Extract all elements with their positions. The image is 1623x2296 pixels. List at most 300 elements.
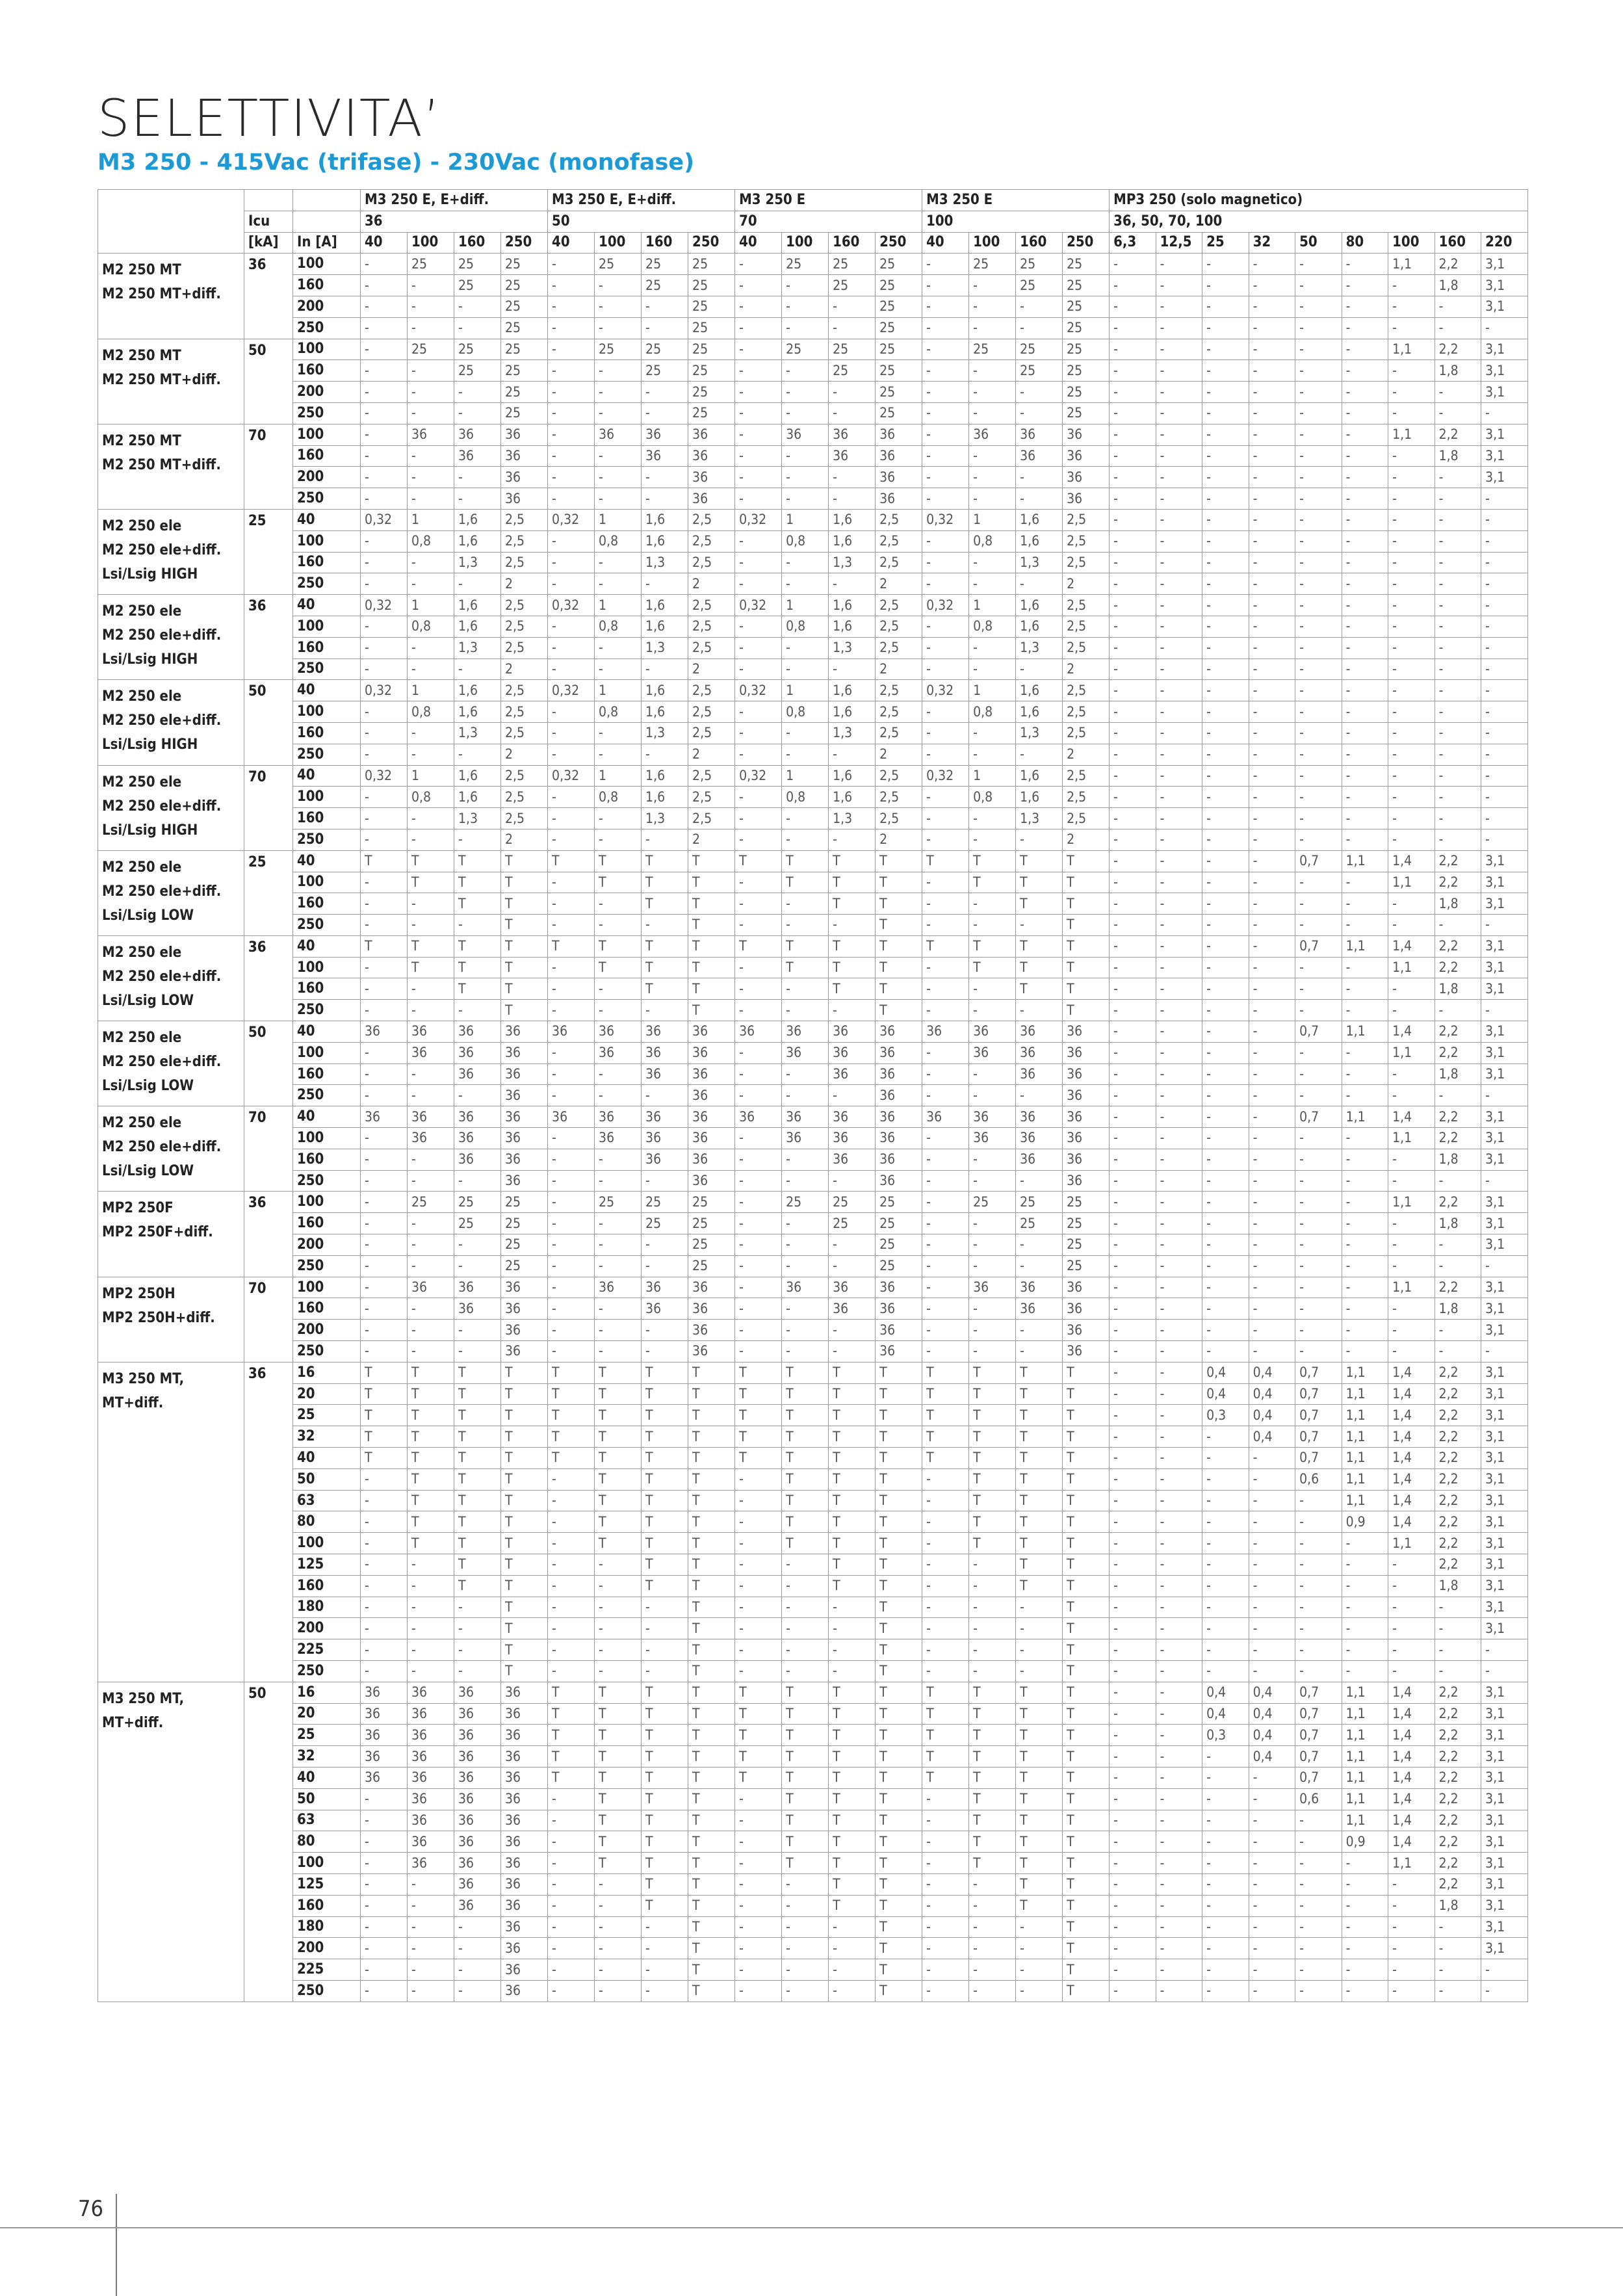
selectivity-value: 1,8 (1435, 1213, 1481, 1234)
selectivity-value: 36 (642, 1106, 688, 1128)
selectivity-value: 2,5 (876, 616, 922, 637)
breaker-name-line: M3 250 MT, MT+diff. (102, 1690, 185, 1731)
selectivity-value: - (1388, 1575, 1435, 1597)
selectivity-value: 25 (688, 254, 735, 275)
selectivity-value: - (829, 402, 876, 424)
selectivity-value: 36 (688, 1341, 735, 1363)
selectivity-value: - (642, 1234, 688, 1256)
selectivity-value: 36 (688, 1149, 735, 1170)
selectivity-value: - (1110, 1788, 1156, 1810)
table-row (98, 254, 1528, 275)
selectivity-value: T (501, 850, 548, 872)
selectivity-value: - (548, 1873, 595, 1895)
selectivity-value: 36 (501, 1277, 548, 1298)
selectivity-value: - (642, 1597, 688, 1618)
selectivity-value: 2,5 (501, 787, 548, 808)
selectivity-value: 1,8 (1435, 445, 1481, 467)
selectivity-value: T (688, 1554, 735, 1576)
selectivity-value: 1,1 (1388, 1277, 1435, 1298)
selectivity-value: - (1295, 616, 1342, 637)
selectivity-value: - (1156, 1788, 1202, 1810)
selectivity-value: 1,8 (1435, 275, 1481, 296)
selectivity-value: T (829, 1788, 876, 1810)
in-rating: 25 (293, 1725, 361, 1746)
selectivity-value: T (408, 1405, 454, 1426)
selectivity-value: - (1342, 680, 1388, 701)
selectivity-value: 36 (501, 1853, 548, 1874)
selectivity-value: 0,7 (1295, 1682, 1342, 1703)
selectivity-value: 0,7 (1295, 850, 1342, 872)
selectivity-value: 0,32 (548, 595, 595, 616)
selectivity-value: - (1202, 1810, 1249, 1831)
selectivity-value: - (922, 829, 969, 850)
selectivity-value: - (735, 488, 782, 510)
selectivity-value: 0,8 (408, 530, 454, 552)
selectivity-value: - (1156, 1000, 1202, 1021)
selectivity-value: - (1249, 935, 1295, 957)
selectivity-value: - (548, 701, 595, 723)
table-row (98, 1383, 1528, 1405)
selectivity-value: T (969, 1810, 1016, 1831)
selectivity-value: T (454, 1533, 501, 1554)
selectivity-value: - (1156, 1170, 1202, 1192)
selectivity-value: 3,1 (1481, 1405, 1528, 1426)
selectivity-value: T (876, 1938, 922, 1959)
selectivity-value: T (735, 850, 782, 872)
selectivity-value: - (1156, 1725, 1202, 1746)
selectivity-value: - (1249, 1639, 1295, 1661)
selectivity-value: - (1342, 317, 1388, 339)
selectivity-value: 1,6 (829, 680, 876, 701)
selectivity-value: 2,2 (1435, 339, 1481, 360)
selectivity-value: T (501, 1511, 548, 1533)
selectivity-value: - (454, 1959, 501, 1981)
selectivity-value: T (1016, 1575, 1063, 1597)
breaker-name-line: M2 250 ele (102, 1115, 182, 1132)
selectivity-value: - (408, 552, 454, 573)
selectivity-value: - (454, 1234, 501, 1256)
selectivity-value: T (454, 1383, 501, 1405)
in-rating: 160 (293, 445, 361, 467)
selectivity-value: 36 (782, 1128, 829, 1149)
selectivity-value: - (1481, 616, 1528, 637)
selectivity-value: - (642, 573, 688, 595)
selectivity-value: - (595, 1170, 642, 1192)
selectivity-value: T (969, 1468, 1016, 1490)
selectivity-value: - (922, 1639, 969, 1661)
selectivity-value: T (642, 1703, 688, 1725)
selectivity-value: - (454, 1085, 501, 1106)
selectivity-value: - (1481, 1660, 1528, 1682)
selectivity-value: - (1295, 530, 1342, 552)
selectivity-value: 36 (1016, 1021, 1063, 1043)
selectivity-value: 0,32 (548, 765, 595, 787)
selectivity-value: - (735, 1853, 782, 1874)
selectivity-value: - (1249, 915, 1295, 936)
table-row (98, 1234, 1528, 1256)
selectivity-value: 25 (876, 296, 922, 317)
selectivity-value: - (735, 1639, 782, 1661)
selectivity-value: - (1388, 1873, 1435, 1895)
table-row (98, 1575, 1528, 1597)
selectivity-value: - (1202, 1511, 1249, 1533)
selectivity-value: - (361, 1192, 408, 1213)
selectivity-value: - (1481, 1085, 1528, 1106)
breaker-name (98, 1021, 244, 1106)
selectivity-value: T (595, 1362, 642, 1383)
selectivity-value: - (922, 1959, 969, 1981)
selectivity-value: T (1016, 935, 1063, 957)
table-row (98, 978, 1528, 1000)
selectivity-value: T (688, 1639, 735, 1661)
selectivity-value: T (688, 935, 735, 957)
table-row (98, 488, 1528, 510)
selectivity-value: 1 (408, 595, 454, 616)
selectivity-value: - (642, 1959, 688, 1981)
selectivity-value: - (782, 467, 829, 488)
selectivity-value: - (829, 573, 876, 595)
in-rating: 125 (293, 1873, 361, 1895)
selectivity-value: - (1249, 1660, 1295, 1682)
selectivity-value: - (1295, 1170, 1342, 1192)
selectivity-value: - (1249, 1618, 1295, 1639)
selectivity-value: - (922, 530, 969, 552)
selectivity-value: - (829, 1170, 876, 1192)
selectivity-value: - (1388, 659, 1435, 680)
selectivity-value: - (595, 978, 642, 1000)
selectivity-value: 25 (501, 275, 548, 296)
selectivity-value: - (548, 957, 595, 978)
selectivity-value: 25 (1016, 1192, 1063, 1213)
selectivity-value: 36 (829, 1277, 876, 1298)
selectivity-value: 25 (876, 1234, 922, 1256)
selectivity-value: T (548, 1426, 595, 1448)
selectivity-value: 0,32 (735, 509, 782, 530)
in-rating: 100 (293, 1277, 361, 1298)
selectivity-value: - (361, 1149, 408, 1170)
selectivity-value: - (1295, 1234, 1342, 1256)
selectivity-value: - (1481, 1255, 1528, 1277)
ka-label: [kA] (244, 232, 293, 254)
selectivity-value: 36 (688, 467, 735, 488)
selectivity-value: - (922, 488, 969, 510)
selectivity-value: - (408, 1298, 454, 1320)
selectivity-value: T (688, 978, 735, 1000)
column-header: 160 (642, 232, 688, 254)
selectivity-value: - (1342, 1660, 1388, 1682)
selectivity-value: 1,4 (1388, 1682, 1435, 1703)
selectivity-value: T (1063, 1000, 1110, 1021)
selectivity-value: - (361, 573, 408, 595)
selectivity-value: 2 (1063, 744, 1110, 765)
selectivity-value: 1,3 (454, 637, 501, 659)
selectivity-value: - (1110, 765, 1156, 787)
selectivity-value: 0,6 (1295, 1788, 1342, 1810)
selectivity-value: 1,1 (1342, 850, 1388, 872)
table-row (98, 573, 1528, 595)
selectivity-value: 1,8 (1435, 1575, 1481, 1597)
header-row-groups (98, 190, 1528, 211)
selectivity-value: T (782, 1383, 829, 1405)
selectivity-value: 36 (454, 1042, 501, 1063)
selectivity-value: - (595, 808, 642, 829)
selectivity-value: - (735, 1660, 782, 1682)
selectivity-value: 1,1 (1342, 1746, 1388, 1768)
table-row (98, 595, 1528, 616)
selectivity-value: 36 (922, 1106, 969, 1128)
selectivity-value: - (1016, 573, 1063, 595)
selectivity-value: 3,1 (1481, 1703, 1528, 1725)
selectivity-value: T (595, 1767, 642, 1788)
in-rating: 100 (293, 872, 361, 893)
selectivity-value: - (922, 1511, 969, 1533)
selectivity-value: T (595, 1468, 642, 1490)
selectivity-value: - (1481, 701, 1528, 723)
selectivity-value: 1,4 (1388, 1362, 1435, 1383)
selectivity-value: - (1249, 1810, 1295, 1831)
selectivity-value: 0,32 (922, 509, 969, 530)
column-header: 32 (1249, 232, 1295, 254)
selectivity-value: 1 (595, 765, 642, 787)
selectivity-value: - (1016, 1938, 1063, 1959)
selectivity-value: - (829, 915, 876, 936)
selectivity-value: - (1295, 1277, 1342, 1298)
selectivity-value: 2,5 (1063, 509, 1110, 530)
selectivity-value: - (548, 915, 595, 936)
selectivity-value: 36 (1016, 1128, 1063, 1149)
selectivity-value: 36 (501, 1170, 548, 1192)
selectivity-value: - (408, 1149, 454, 1170)
selectivity-value: T (501, 1597, 548, 1618)
selectivity-value: 1,6 (829, 530, 876, 552)
selectivity-value: T (688, 1405, 735, 1426)
selectivity-value: - (548, 467, 595, 488)
selectivity-value: T (642, 935, 688, 957)
selectivity-value: T (782, 1511, 829, 1533)
selectivity-value: - (1342, 1192, 1388, 1213)
selectivity-value: 2,5 (501, 722, 548, 744)
selectivity-value: - (1202, 1426, 1249, 1448)
table-row (98, 1063, 1528, 1085)
selectivity-value: - (735, 424, 782, 445)
selectivity-value: - (1295, 1639, 1342, 1661)
selectivity-value: T (829, 850, 876, 872)
selectivity-value: - (969, 1873, 1016, 1895)
selectivity-value: - (1249, 701, 1295, 723)
selectivity-value: 25 (1016, 1213, 1063, 1234)
selectivity-value: T (782, 1426, 829, 1448)
selectivity-value: - (922, 1916, 969, 1938)
selectivity-value: - (922, 424, 969, 445)
selectivity-value: - (1388, 1213, 1435, 1234)
selectivity-value: - (1295, 915, 1342, 936)
selectivity-value: T (642, 1895, 688, 1916)
selectivity-value: - (735, 1575, 782, 1597)
selectivity-value: - (922, 317, 969, 339)
selectivity-value: T (876, 1383, 922, 1405)
selectivity-value: - (1156, 637, 1202, 659)
selectivity-value: - (361, 1213, 408, 1234)
selectivity-value: T (1063, 1725, 1110, 1746)
selectivity-value: T (969, 1490, 1016, 1511)
column-header: 100 (969, 232, 1016, 254)
selectivity-value: - (1249, 659, 1295, 680)
selectivity-value: - (1156, 1554, 1202, 1576)
breaker-name-line: Lsi/Lsig HIGH (102, 566, 198, 582)
selectivity-value: T (501, 915, 548, 936)
selectivity-value: T (969, 1788, 1016, 1810)
selectivity-value: 1 (782, 765, 829, 787)
selectivity-value: - (408, 893, 454, 915)
selectivity-value: T (876, 1533, 922, 1554)
selectivity-value: T (408, 1511, 454, 1533)
selectivity-value: 0,32 (922, 765, 969, 787)
selectivity-value: - (922, 467, 969, 488)
selectivity-value: - (1156, 1468, 1202, 1490)
selectivity-value: - (642, 1660, 688, 1682)
selectivity-value: - (1435, 722, 1481, 744)
selectivity-value: - (922, 1468, 969, 1490)
selectivity-value: - (1110, 1192, 1156, 1213)
selectivity-value: - (1295, 701, 1342, 723)
selectivity-value: 1,6 (642, 509, 688, 530)
selectivity-value: 25 (501, 339, 548, 360)
selectivity-value: 36 (642, 445, 688, 467)
selectivity-value: - (1156, 659, 1202, 680)
in-rating: 160 (293, 637, 361, 659)
selectivity-value: - (408, 317, 454, 339)
selectivity-value: T (876, 1000, 922, 1021)
selectivity-value: 25 (829, 339, 876, 360)
selectivity-value: - (595, 382, 642, 403)
selectivity-value: 3,1 (1481, 1426, 1528, 1448)
selectivity-value: 1,4 (1388, 935, 1435, 957)
table-row (98, 360, 1528, 382)
selectivity-value: - (1110, 850, 1156, 872)
selectivity-value: T (642, 1490, 688, 1511)
selectivity-value: 36 (1063, 1320, 1110, 1341)
in-rating: 63 (293, 1810, 361, 1831)
selectivity-value: T (688, 1468, 735, 1490)
selectivity-value: - (1295, 1128, 1342, 1149)
selectivity-value: 25 (595, 339, 642, 360)
selectivity-value: T (876, 1703, 922, 1725)
selectivity-value: T (1063, 872, 1110, 893)
selectivity-value: - (361, 552, 408, 573)
selectivity-value: 2,2 (1435, 1277, 1481, 1298)
selectivity-value: - (642, 317, 688, 339)
selectivity-value: - (361, 1085, 408, 1106)
selectivity-value: 36 (454, 1895, 501, 1916)
selectivity-value: T (1016, 893, 1063, 915)
selectivity-value: - (408, 467, 454, 488)
selectivity-value: 3,1 (1481, 1021, 1528, 1043)
selectivity-value: - (1202, 1255, 1249, 1277)
selectivity-value: - (969, 360, 1016, 382)
selectivity-value: - (1156, 744, 1202, 765)
selectivity-value: - (548, 1341, 595, 1363)
selectivity-value: - (1342, 530, 1388, 552)
selectivity-value: - (361, 1660, 408, 1682)
selectivity-value: - (361, 1170, 408, 1192)
selectivity-value: 36 (408, 424, 454, 445)
selectivity-value: 25 (408, 339, 454, 360)
selectivity-value: 3,1 (1481, 275, 1528, 296)
selectivity-value: T (501, 1618, 548, 1639)
selectivity-value: - (1110, 1085, 1156, 1106)
selectivity-value: - (1342, 275, 1388, 296)
in-rating: 125 (293, 1554, 361, 1576)
selectivity-value: 2 (501, 659, 548, 680)
selectivity-value: - (1295, 1085, 1342, 1106)
in-rating: 160 (293, 1063, 361, 1085)
selectivity-value: - (1435, 1170, 1481, 1192)
selectivity-value: 1,6 (829, 616, 876, 637)
selectivity-value: - (1388, 1597, 1435, 1618)
selectivity-value: T (876, 957, 922, 978)
selectivity-value: T (595, 1853, 642, 1874)
selectivity-value: - (1156, 1980, 1202, 2002)
selectivity-value: - (1342, 1255, 1388, 1277)
selectivity-value: - (642, 382, 688, 403)
selectivity-value: - (1016, 402, 1063, 424)
selectivity-value: 25 (1063, 360, 1110, 382)
selectivity-value: - (642, 1320, 688, 1341)
breaker-name-line: Lsi/Lsig HIGH (102, 737, 198, 753)
selectivity-value: - (782, 552, 829, 573)
selectivity-value: - (1342, 808, 1388, 829)
selectivity-value: 36 (595, 1277, 642, 1298)
selectivity-value: - (735, 701, 782, 723)
icu-value: 70 (244, 765, 293, 850)
selectivity-value: - (1342, 1980, 1388, 2002)
selectivity-value: - (548, 1255, 595, 1277)
selectivity-value: T (501, 1490, 548, 1511)
selectivity-value: 3,1 (1481, 1213, 1528, 1234)
selectivity-value: 3,1 (1481, 1192, 1528, 1213)
selectivity-value: 1,1 (1388, 254, 1435, 275)
selectivity-value: - (548, 1213, 595, 1234)
table-row (98, 339, 1528, 360)
selectivity-value: - (1202, 850, 1249, 872)
selectivity-value: 1,8 (1435, 978, 1481, 1000)
in-rating: 40 (293, 680, 361, 701)
selectivity-value: 1,3 (454, 808, 501, 829)
selectivity-value: - (595, 893, 642, 915)
in-rating: 180 (293, 1916, 361, 1938)
selectivity-value: - (1202, 637, 1249, 659)
page-title: SELETTIVITA’ (97, 90, 441, 148)
selectivity-value: 1,6 (454, 530, 501, 552)
selectivity-value: 2,5 (1063, 701, 1110, 723)
selectivity-value: T (361, 1405, 408, 1426)
selectivity-value: 2,2 (1435, 957, 1481, 978)
selectivity-value: T (1016, 872, 1063, 893)
selectivity-value: T (876, 1853, 922, 1874)
selectivity-value: 25 (876, 1255, 922, 1277)
selectivity-value: T (688, 1853, 735, 1874)
selectivity-value: 2,5 (876, 680, 922, 701)
selectivity-value: - (361, 1831, 408, 1853)
selectivity-value: - (922, 1490, 969, 1511)
selectivity-value: 36 (408, 1853, 454, 1874)
selectivity-value: - (735, 1959, 782, 1981)
selectivity-value: 36 (782, 1106, 829, 1128)
selectivity-value: - (595, 1895, 642, 1916)
selectivity-value: - (922, 978, 969, 1000)
selectivity-value: - (1110, 1426, 1156, 1448)
selectivity-value: - (1342, 915, 1388, 936)
